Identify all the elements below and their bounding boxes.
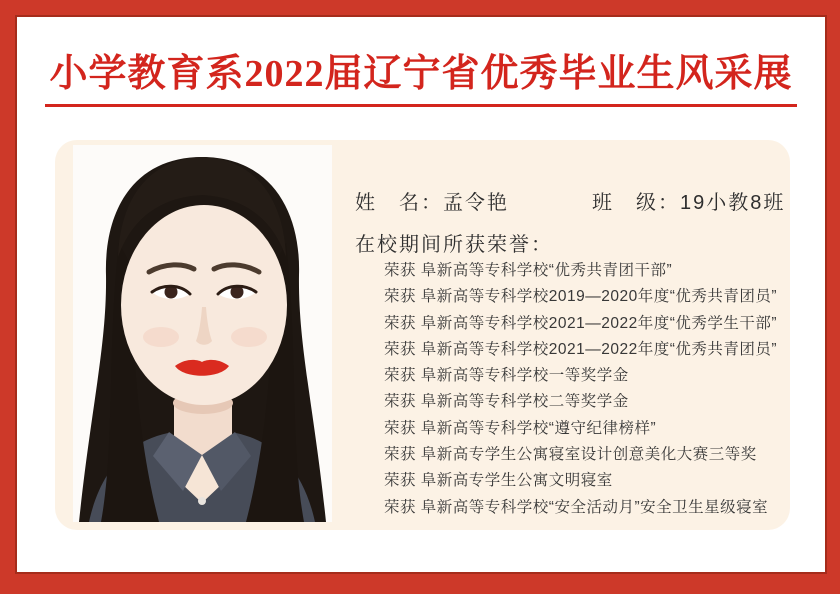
class-row	[592, 186, 785, 215]
honor-item: 荣获 阜新高等专科学校二等奖学金	[384, 393, 629, 411]
honor-item: 荣获 阜新高等专科学校2019—2020年度“优秀共青团员”	[384, 288, 778, 306]
portrait-illustration	[73, 145, 332, 522]
name-value: 孟令艳	[443, 192, 509, 214]
honor-item: 荣获 阜新高等专科学校“安全活动月”安全卫生星级寝室	[384, 498, 769, 516]
honor-item: 荣获 阜新高等专科学校“优秀共青团干部”	[384, 262, 673, 279]
class-label: 班 级：	[592, 192, 680, 214]
page-title: 小学教育系2022届辽宁省优秀毕业生风采展	[45, 53, 796, 107]
honors-heading: 在校期间所获荣誉：	[355, 234, 553, 256]
title-area	[17, 53, 825, 107]
honor-item: 荣获 阜新高等专科学校一等奖学金	[384, 367, 629, 385]
class-value: 19小教8班	[680, 192, 786, 214]
honor-item: 荣获 阜新高等专科学校2021—2022年度“优秀学生干部”	[384, 314, 778, 332]
honor-item: 荣获 阜新高等专科学校“遵守纪律榜样”	[384, 419, 657, 437]
graduate-photo	[73, 145, 332, 522]
honor-item: 荣获 阜新高专学生公寓寝室设计创意美化大赛三等奖	[384, 446, 757, 464]
name-row	[355, 186, 509, 215]
honor-item: 荣获 阜新高专学生公寓文明寝室	[384, 472, 613, 490]
honor-item: 荣获 阜新高等专科学校2021—2022年度“优秀共青团员”	[384, 340, 778, 358]
name-label: 姓 名：	[355, 192, 443, 214]
honors-list	[384, 258, 777, 521]
